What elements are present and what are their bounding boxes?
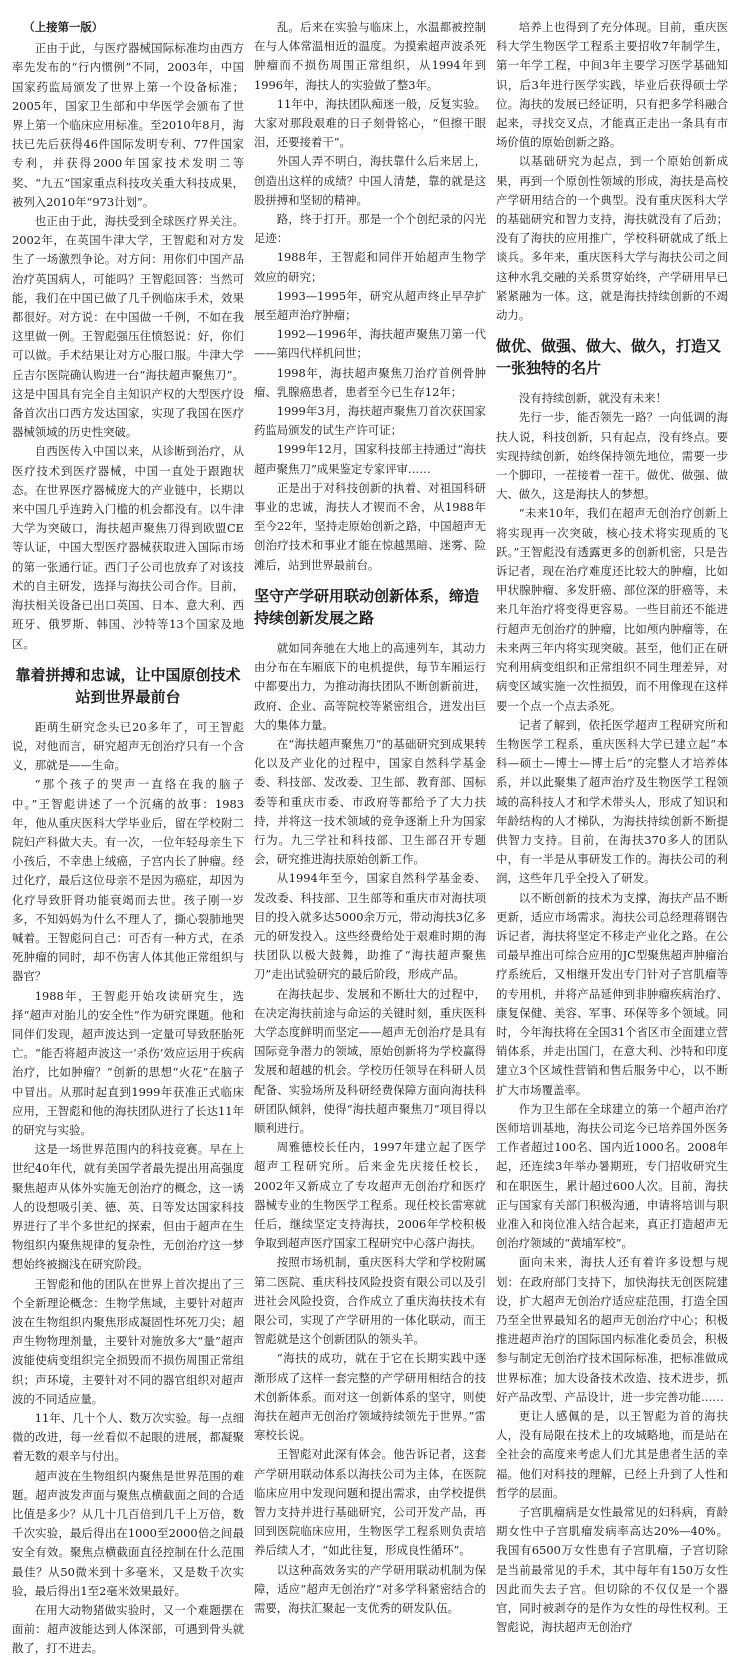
paragraph: 这是一场世界范围内的科技竞赛。早在上世纪40年代，就有美国学者最先提出用高强度聚焦超声从体外实施无创治疗的概念，这一诱人的设想吸引美、德、英、日等发达国家科技界进行了半个多世纪的探索，但由于超声在生物组织内聚焦规律的复杂性，无创治疗这一梦想始终被搁浅在研究阶段。 (12, 1142, 244, 1272)
paragraph: 以基础研究为起点，到一个原始创新成果，再到一个原创性领域的形成，海扶是高校产学研用结合的一个典型。没有重庆医科大学的基础研究和智力支持，海扶就没有了后劲；没有了海扶的应用推广，学校科研就成了纸上谈兵。多年来，重庆医科大学与海扶公司之间这种水乳交融的关系贯穿始终，产学研用早已紧紧融为一体。这，就是海扶持续创新的不竭动力。 (496, 154, 728, 323)
article-column-2 (254, 18, 486, 1616)
paragraph: 1999年12月，国家科技部主持通过“海扶超声聚焦刀”成果鉴定专家评审…… (254, 442, 486, 476)
continued-from-page-one: （上接第一版） (23, 20, 104, 34)
article-column-3 (496, 18, 728, 1635)
article-column-1 (12, 18, 244, 1656)
paragraph: “海扶的成功，就在于它在长期实践中逐渐形成了这样一套完整的产学研用相结合的技术创新体系。而对这一创新体系的坚守，则使海扶在超声无创治疗领域持续领先于世界。”雷寒校长说。 (254, 1351, 486, 1443)
paragraph: 培养上也得到了充分体现。目前，重庆医科大学生物医学工程系主要招收7年制学生，第一年学工程，中间3年主要学习医学基础知识，后3年进行医学实践，毕业后获得硕士学位。海扶的发展已经证明，只有把多学科融合起来，寻找交叉点，才能真正走出一条具有市场价值的原始创新之路。 (496, 20, 728, 150)
paragraph: 从1994年至今，国家自然科学基金委、发改委、科技部、卫生部等和重庆市对海扶项目的投入就多达5000余万元，带动海扶3亿多元的研发投入。这些经费给处于艰难时期的海扶团队以极大鼓舞，助推了“海扶超声聚焦刀”走出试验研究的最后阶段，形成产品。 (254, 871, 486, 982)
paragraph: 距萌生研究念头已20多年了，可王智彪说，对他而言，研究超声无创治疗只有一个含义，那就是——生命。 (12, 719, 244, 773)
paragraph: 子宫肌瘤病是女性最常见的妇科病，育龄期女性中子宫肌瘤发病率高达20%—40%。我国有6500万女性患有子宫肌瘤，子宫切除是当前最常见的手术，其中每年有150万女性因此而失去子宫。但切除的不仅仅是一个器官，同时被剥夺的是作为女性的母性权利。王智彪说，海扶超声无创治疗 (496, 1505, 728, 1635)
paragraph: 正由于此，与医疗器械国际标准均由西方率先发布的“行内惯例”不同，2003年，中国国家药监局颁发了世界上第一个设备标准；2005年，国家卫生部和中华医学会颁布了世界上第一个临床应用标准。至2010年8月，海扶已先后获得46件国际发明专利、77件国家专利，并获得2000年国家技术发明二等奖、“九五”国家重点科技攻关重大科技成果，被列入2010年“973计划”。 (12, 41, 244, 209)
paragraph: 1988年，王智彪开始攻读研究生，选择“超声对胎儿的安全性”作为研究课题。他和同伴们发现，超声波达到一定量可导致胚胎死亡。“能否将超声波这一‘杀伤’效应运用于疾病治疗，比如肿瘤？”创新的思想“火花”在脑子中冒出。从那时起直到1999年获准正式临床应用，王智彪和他的海扶团队进行了长达11年的研究与实验。 (12, 988, 244, 1137)
paragraph: 在用大动物猪做实验时，又一个难题摆在面前：超声波能达到人体深部，可遇到骨头就散了，打不进去。 (12, 1603, 244, 1656)
paragraph: 乱。后来在实验与临床上，水温都被控制在与人体常温相近的温度。为摸索超声波杀死肿瘤而不损伤周围正常组织，从1994年到1996年，海扶人的实验做了整3年。 (254, 20, 486, 92)
paragraph: “未来10年，我们在超声无创治疗创新上将实现再一次突破，核心技术将实现质的飞跃。”王智彪没有透露更多的创新机密，只是告诉记者，现在治疗难度还比较大的肿瘤，比如甲状腺肿瘤、多发肝癌、部位深的肝癌等，未来几年治疗将变得更容易。一些目前还不能进行超声无创治疗的肿瘤，比如颅内肿瘤等，在未来两三年内将实现突破。甚至，他们正在研究利用病变组织和正常组织不同生理差异，对病变区域实施一次性损毁，而不用像现在这样要一个点一个点去杀死。 (496, 506, 728, 713)
section-heading: 坚守产学研用联动创新体系，缔造持续创新发展之路 (254, 586, 480, 627)
paragraph: 1988年，王智彪和同伴开始超声生物学效应的研究； (254, 250, 486, 284)
paragraph: 以不断创新的技术为支撑，海扶产品不断更新，适应市场需求。海扶公司总经理蒋钢告诉记者，海扶将坚定不移走产业化之路。在公司最早推出可综合应用的JC型聚焦超声肿瘤治疗系统后，又相继开发出专门针对子宫肌瘤等的专用机，并将产品延伸到非肿瘤疾病治疗、康复保健、美容、军事、环保等多个领域。同时，今年海扶将在全国31个省区市全面建立营销体系，并走出国门，在意大利、沙特和印度建立3个区域性营销和售后服务中心，以不断扩大市场覆盖率。 (496, 890, 728, 1097)
paragraph: 1993—1995年，研究从超声终止早孕扩展至超声治疗肿瘤； (254, 288, 486, 323)
paragraph: 自西医传入中国以来，从诊断到治疗，从医疗技术到医疗器械，中国一直处于跟跑状态。在世界医疗器械庞大的产业链中，长期以来中国几乎连跨入门槛的机会都没有。以牛津大学为突破口，海扶超声聚焦刀得到欧盟CE等认证，中国大型医疗器械获取进入国际市场的第一张通行证。西门子公司也放弃了对该技术的自主研发，选择与海扶公司合作。目前，海扶相关设备已出口英国、日本、意大利、西班牙、俄罗斯、韩国、沙特等13个国家及地区。 (12, 444, 244, 651)
paragraph: 超声波在生物组织内聚焦是世界范围的难题。超声波发声面与聚焦点横截面之间的合适比值是多少？从几十几百倍到几千上万倍，数千次实验，最后得出在1000至2000倍之间最安全有效。聚焦点横截面直径控制在什么范围最佳？从50微米到十多毫米，又是数千次实验，最后得出1至2毫米效果最好。 (12, 1468, 244, 1598)
section-heading: 靠着拼搏和忠诚，让中国原创技术站到世界最前台 (15, 665, 241, 706)
paragraph: 按照市场机制，重庆医科大学和学校附属第二医院、重庆科技风险投资有限公司以及引进社会风险投资，合作成立了重庆海扶技术有限公司，实现了产学研用的一体化联动，而王智彪就是这个创新团队的领头羊。 (254, 1255, 486, 1347)
paragraph: 更让人感佩的是，以王智彪为首的海扶人，没有局限在技术上的攻城略地，而是站在全社会的高度来考虑人们尤其是患者生活的幸福。他们对科技的理解，已经上升到了人性和哲学的层面。 (496, 1409, 728, 1500)
paragraph: 王智彪对此深有体会。他告诉记者，这套产学研用联动体系以海扶公司为主体，在医院临床应用中发现问题和提出需求，由学校提供智力支持并进行基础研究，公司开发产品，再回到医院临床应用，生物医学工程系则负责培养后续人才，“如此往复，形成良性循环”。 (254, 1447, 486, 1558)
paragraph: 11年中，海扶团队痴迷一般，反复实验。大家对那段艰难的日子刻骨铭心，“但擦干眼泪，还要接着干”。 (254, 96, 486, 150)
paragraph: 就如同奔驰在大地上的高速列车，其动力由分布在车厢底下的电机提供，每节车厢运行中都要出力，为推动海扶团队不断创新前进，政府、企业、高等院校等紧密组合，迸发出巨大的集体力量。 (254, 640, 486, 732)
paragraph: 11年、几十个人、数万次实验。每一点细微的改进，每一丝看似不起眼的进展，都凝聚着无数的艰辛与付出。 (12, 1411, 244, 1464)
paragraph: 王智彪和他的团队在世界上首次提出了三个全新理论概念：生物学焦域，主要针对超声波在生物组织内聚焦形成凝固性坏死刀尖；超声生物物理剂量，主要针对施放多大“量”超声波能使病变组织完全损毁而不损伤周围正常组织；声环境，主要针对不同的器官组织对超声波的不同适应量。 (12, 1276, 244, 1406)
paragraph: 没有持续创新，就没有未来！ (518, 391, 667, 406)
paragraph: “那个孩子的哭声一直络在我的脑子中。”王智彪讲述了一个沉痛的故事：1983年，他从重庆医科大学毕业后，留在学校附二院妇产科做大夫。有一次，一位年轻母亲生下小孩后，不幸患上绒癌，子宫内长了肿瘤。经过化疗，最后这位母亲不是因为癌症，却因为化疗导致肝肾功能衰竭而去世。孩子刚一岁多，不知妈妈为什么不理人了，撕心裂肺地哭喊着。王智彪问自己：可否有一种方式，在杀死肿瘤的同时，却不伤害人体其他正常组织与器官？ (12, 777, 244, 984)
paragraph: 作为卫生部在全球建立的第一个超声治疗医师培训基地，海扶公司迄今已培养国外医务工作者超过100名、国内近1000名。2008年起，还连续3年举办暑期班，专门招收研究生和在职医生，累计超过600人次。目前，海扶正与国家有关部门积极沟通，申请将培训与职业准入和岗位准入结合起来，真正打造超声无创治疗领域的“黄埔军校”。 (496, 1101, 728, 1251)
paragraph: 以这种高效务实的产学研用联动机制为保障，适应“超声无创治疗”对多学科紧密结合的需要，海扶汇聚起一支优秀的研发队伍。 (254, 1562, 486, 1616)
paragraph: 也正由于此，海扶受到全球医疗界关注。2002年，在英国牛津大学，王智彪和对方发生了一场激烈争论。对方问：用你们中国产品治疗英国病人，可能吗？王智彪回答：当然可能，我们在中国已做了几千例临床手术，效果都很好。对方说：在中国做一千例，不如在我这里做一例。王智彪强压住愤怒说：好，你们可以做。手术结果让对方心服口服。牛津大学丘吉尔医院确认购进一台“海扶超声聚焦刀”。这是中国具有完全自主知识产权的大型医疗设备首次出口西方发达国家，实现了我国在医疗器械领域的历史性突破。 (12, 214, 244, 440)
paragraph: 面向未来，海扶人还有着许多设想与规划：在政府部门支持下，加快海扶无创医院建设，扩大超声无创治疗适应症范围，打造全国乃至全世界最知名的超声无创治疗中心；积极推进超声治疗的国际国内标准化委员会，积极参与制定无创治疗技术国际标准，把标准做成世界标准；加大设备技术改造、技术进步，抓好产品改型、产品设计，进一步完善功能…… (496, 1255, 728, 1404)
paragraph: 路，终于打开。那是一个个创纪录的闪光足迹： (254, 212, 486, 246)
paragraph: 1998年，海扶超声聚焦刀治疗首例骨肿瘤、乳腺癌患者，患者至今已生存12年； (254, 365, 486, 399)
paragraph: 先行一步，能否领先一路？一向低调的海扶人说，科技创新，只有起点，没有终点。要实现持续创新，始终保持领先地位，需要一步一个脚印，一茬接着一茬干。做优、做强、做大、做久，这是海扶人的梦想。 (496, 410, 728, 502)
paragraph: 1999年3月，海扶超声聚焦刀首次获国家药监局颁发的试生产许可证； (254, 404, 486, 438)
section-heading: 做优、做强、做大、做久，打造又一张独特的名片 (496, 337, 722, 378)
paragraph: 记者了解到，依托医学超声工程研究所和生物医学工程系，重庆医科大学已建立起“本科—硕士—博士—博士后”的完整人才培养体系，并以此聚集了超声治疗及生物医学工程领域的高科技人才和学术带头人，形成了知识和年龄结构的人才梯队，为海扶持续创新不断提供智力支持。目前，在海扶370多人的团队中，有一半是从事研发工作的。海扶公司的利润，这些年几乎全投入了研发。 (496, 717, 728, 886)
paragraph: 外国人弄不明白，海扶靠什么后来居上，创造出这样的成绩？中国人清楚，靠的就是这股拼搏和坚韧的精神。 (254, 154, 486, 207)
paragraph: 在“海扶超声聚焦刀”的基础研究到成果转化以及产业化的过程中，国家自然科学基金委、科技部、发改委、卫生部、教育部、国标委等和重庆市委、市政府等都给予了大力扶持，并将这一技术领域的竞争逐渐上升为国家行为。九三学社和科技部、卫生部召开专题会，研究推进海扶原始创新工作。 (254, 736, 486, 867)
paragraph: 1992—1996年，海扶超声聚焦刀第一代——第四代样机问世； (254, 327, 486, 361)
paragraph: 正是出于对科技创新的执着、对祖国科研事业的忠诚，海扶人才锲而不舍，从1988年至今22年，坚持走原始创新之路，中国超声无创治疗技术和事业才能在惊越黑暗、迷雾、险滩后，站到世界最前台。 (254, 480, 486, 572)
paragraph: 周雅德校长任内，1997年建立起了医学超声工程研究所。后来金先庆接任校长，2002年又新成立了专攻超声无创治疗和医疗器械专业的生物医学工程系。现任校长雷寒就任后，继续坚定支持海扶，2006年学校积极争取到超声医疗国家工程研究中心落户海扶。 (254, 1140, 486, 1251)
paragraph: 在海扶起步、发展和不断壮大的过程中，在决定海扶前途与命运的关键时刻，重庆医科大学态度鲜明而坚定——超声无创治疗是具有国际竞争潜力的领域，原始创新将为学校赢得发展和超越的机会。学校历任领导在科研人员配备、实验场所及科研经费保障方面向海扶科研团队倾斜，使得“海扶超声聚焦刀”项目得以顺利进行。 (254, 986, 486, 1135)
